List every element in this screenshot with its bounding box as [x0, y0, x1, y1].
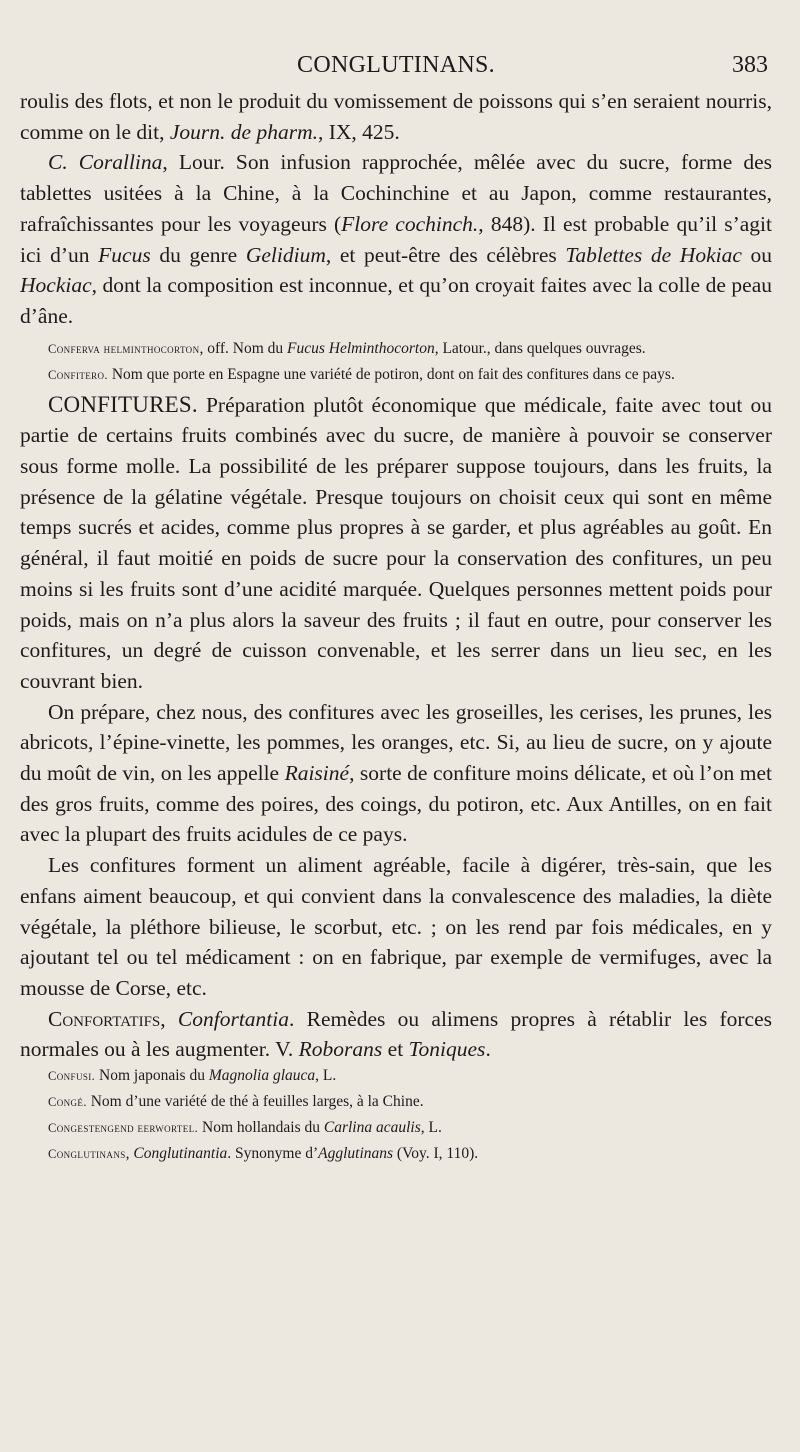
- entry-headword: CONFITURES.: [48, 391, 198, 417]
- paragraph-continuation: roulis des flots, et non le produit du vomissement de poissons qui s’en seraient nourris, comme on le dit, Journ. de pharm., IX, 425.: [20, 89, 772, 144]
- entry-headword: Confortatifs: [48, 1006, 161, 1031]
- entry-headword: Conferva helminthocorton: [48, 341, 200, 356]
- entry-headword: Conglutinans: [48, 1147, 126, 1162]
- entry-headword: Congé.: [48, 1095, 87, 1110]
- entry-conferva: Conferva helminthocorton, off. Nom du Fucus Helminthocorton, Latour., dans quelques ouvrages.: [48, 339, 646, 357]
- species-name: C. Corallina: [48, 150, 163, 175]
- entry-headword: Confusi.: [48, 1069, 96, 1084]
- entry-conge: Congé. Nom d’une variété de thé à feuilles larges, à la Chine.: [48, 1093, 424, 1111]
- page-header: [20, 52, 772, 86]
- entry-confortatifs: Confortatifs, Confortantia. Remèdes ou alimens propres à rétablir les forces normales ou à les augmenter. V. Roborans et Toniques.: [20, 1006, 773, 1062]
- paragraph-corallina: C. Corallina, Lour. Son infusion rapprochée, mêlée avec du sucre, forme des tablettes usitées à la Chine, à la Cochinchine et au Japon, comme restaurantes, rafraîchissantes pour les voyageurs (Flore cochinch., 848). Il est probable qu’il s’agit ici d’un Fucus du genre Gelidium, et peut-être des célèbres Tablettes de Hokiac ou Hockiac, dont la composition est inconnue, et qu’on croyait faites avec la colle de peau d’âne.: [20, 150, 773, 328]
- page-number: 383: [732, 52, 768, 78]
- entry-conglutinans: Conglutinans, Conglutinantia. Synonyme d’Agglutinans (Voy. I, 110).: [48, 1145, 479, 1163]
- entry-confitures: CONFITURES. Préparation plutôt économique que médicale, faite avec tout ou partie de certains fruits combinés avec du sucre, de manière à pouvoir se conserver sous forme molle. La possibilité de les préparer suppose toujours, dans les fruits, la présence de la gélatine végétale. Presque toujours on choisit ceux qui sont en même temps sucrés et acides, comme plus propres à se garder, et plus agréables au goût. En général, il faut moitié en poids de sucre pour la conservation des confitures, un peu moins si les fruits sont d’une acidité marquée. Quelques personnes mettent poids pour poids, mais on n’a plus alors la saveur des fruits ; il faut en outre, pour conserver les confitures, un degré de cuisson convenable, et les serrer dans un lieu sec, en les couvrant bien.: [20, 391, 772, 693]
- paragraph-usage: Les confitures forment un aliment agréable, facile à digérer, très-sain, que les enfans aiment beaucoup, et qui convient dans la convalescence des maladies, la diète végétale, la pléthore bilieuse, le scorbut, etc. ; on les rend par fois médicales, en y ajoutant tel ou tel médicament : on en fabrique, par exemple de vermifuges, avec la mousse de Corse, etc.: [20, 853, 772, 1000]
- entry-headword: Congestengend eerwortel.: [48, 1121, 199, 1136]
- entry-confusi: Confusi. Nom japonais du Magnolia glauca, L.: [48, 1067, 337, 1085]
- running-title: CONGLUTINANS.: [297, 52, 495, 78]
- paragraph-preparation: On prépare, chez nous, des confitures avec les groseilles, les cerises, les prunes, les abricots, l’épine-vinette, les pommes, les oranges, etc. Si, au lieu de sucre, on y ajoute du moût de vin, on les appelle Raisiné, sorte de confiture moins délicate, et où l’on met des gros fruits, comme des poires, des coings, du potiron, etc. Aux Antilles, on en fait avec la plupart des fruits acidules de ce pays.: [20, 699, 773, 847]
- entry-confitero: Confitero. Nom que porte en Espagne une variété de potiron, dont on fait des confitures dans ce pays.: [48, 365, 675, 383]
- entry-headword: Confitero.: [48, 367, 108, 382]
- entry-congestengend: Congestengend eerwortel. Nom hollandais du Carlina acaulis, L.: [48, 1119, 442, 1137]
